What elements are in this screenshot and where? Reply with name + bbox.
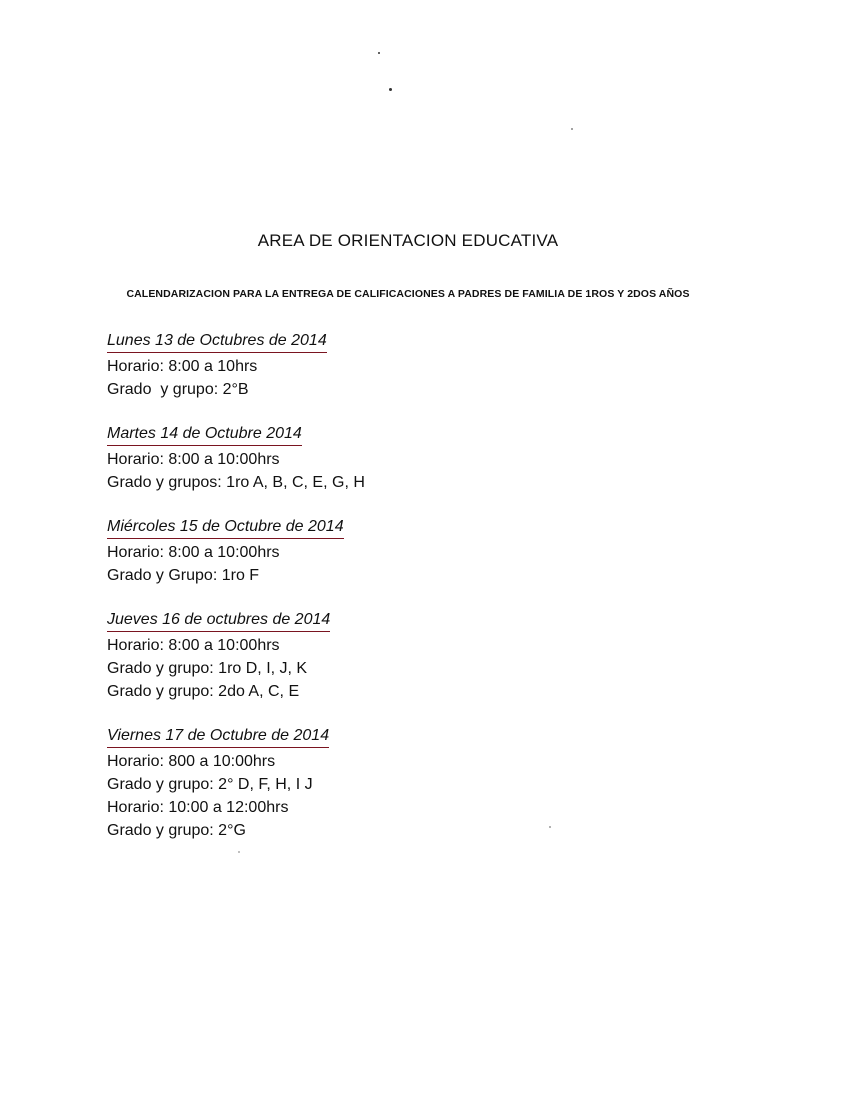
day-heading: Miércoles 15 de Octubre de 2014 [107,517,344,539]
day-block-tuesday [107,424,707,494]
scan-speck [389,88,392,91]
schedule-line: Horario: 8:00 a 10hrs [107,358,258,375]
schedule-line: Grado y grupo: 1ro D, I, J, K [107,660,308,677]
schedule-line: Grado y grupo: 2°G [107,822,246,839]
day-block-wednesday [107,517,707,587]
day-block-monday [107,331,707,401]
document-subtitle: CALENDARIZACION PARA LA ENTREGA DE CALIFICACIONES A PADRES DE FAMILIA DE 1ROS Y 2DOS AÑOS [126,288,690,300]
day-heading: Viernes 17 de Octubre de 2014 [107,726,329,748]
schedule-line: Grado y grupo: 2° D, F, H, I J [107,776,313,793]
schedule-line: Horario: 10:00 a 12:00hrs [107,799,289,816]
schedule-line: Horario: 8:00 a 10:00hrs [107,451,280,468]
schedule-line: Grado y grupos: 1ro A, B, C, E, G, H [107,474,365,491]
day-heading: Jueves 16 de octubres de 2014 [107,610,330,632]
day-block-thursday [107,610,707,703]
schedule-list [107,331,707,865]
schedule-line: Grado y grupo: 2°B [107,381,249,398]
schedule-line: Grado y grupo: 2do A, C, E [107,683,300,700]
day-heading: Lunes 13 de Octubres de 2014 [107,331,327,353]
schedule-line: Horario: 8:00 a 10:00hrs [107,637,280,654]
scan-speck [571,128,573,130]
day-block-friday [107,726,707,842]
day-heading: Martes 14 de Octubre 2014 [107,424,302,446]
scan-speck [378,52,380,54]
schedule-line: Horario: 800 a 10:00hrs [107,753,276,770]
schedule-line: Horario: 8:00 a 10:00hrs [107,544,280,561]
document-title: AREA DE ORIENTACION EDUCATIVA [257,231,559,250]
schedule-line: Grado y Grupo: 1ro F [107,567,260,584]
